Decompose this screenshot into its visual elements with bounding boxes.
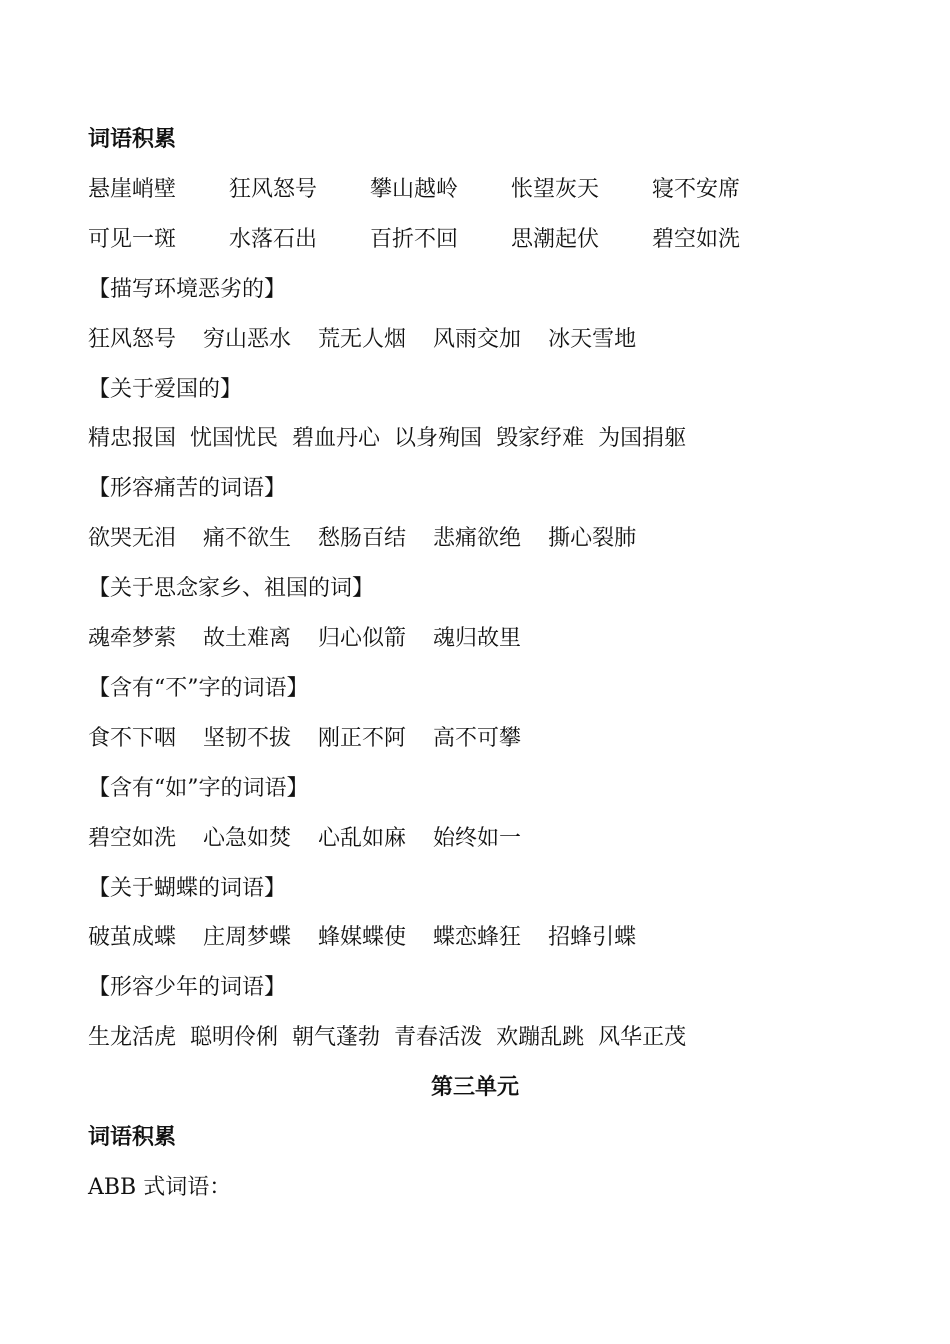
word-item: 悬崖峭壁 bbox=[88, 177, 177, 202]
word-row bbox=[88, 320, 868, 360]
category-label: 【形容痛苦的词语】 bbox=[88, 476, 287, 501]
word-item: 愁肠百结 bbox=[318, 526, 407, 551]
word-row bbox=[88, 918, 868, 958]
word-item: 忧国忧民 bbox=[190, 426, 279, 451]
word-item: 荒无人烟 bbox=[318, 327, 407, 352]
word-item: 聪明伶俐 bbox=[190, 1025, 279, 1050]
category-label: 【关于思念家乡、祖国的词】 bbox=[88, 576, 375, 601]
word-item: 生龙活虎 bbox=[88, 1025, 177, 1050]
word-row bbox=[88, 619, 868, 659]
word-item: 青春活泼 bbox=[394, 1025, 483, 1050]
word-item: 故土难离 bbox=[203, 626, 292, 651]
category-label: 【形容少年的词语】 bbox=[88, 975, 287, 1000]
word-item: 风雨交加 bbox=[433, 327, 522, 352]
word-item: 攀山越岭 bbox=[370, 177, 459, 202]
word-item: 狂风怒号 bbox=[229, 177, 318, 202]
word-item: 食不下咽 bbox=[88, 726, 177, 751]
word-item: 破茧成蝶 bbox=[88, 925, 177, 950]
word-row bbox=[88, 1018, 868, 1058]
word-item: 精忠报国 bbox=[88, 426, 177, 451]
word-item: 撕心裂肺 bbox=[548, 526, 637, 551]
word-item: 心乱如麻 bbox=[318, 826, 407, 851]
unit-title: 第三单元 bbox=[430, 1075, 519, 1100]
word-item: 招蜂引蝶 bbox=[548, 925, 637, 950]
word-item: 为国捐躯 bbox=[598, 426, 687, 451]
word-item: 蝶恋蜂狂 bbox=[433, 925, 522, 950]
word-row bbox=[88, 519, 868, 559]
word-item: 狂风怒号 bbox=[88, 327, 177, 352]
word-item: 欢蹦乱跳 bbox=[496, 1025, 585, 1050]
word-item: 可见一斑 bbox=[88, 227, 177, 252]
word-item: 高不可攀 bbox=[433, 726, 522, 751]
word-item: 百折不回 bbox=[370, 227, 459, 252]
word-item: 魂牵梦萦 bbox=[88, 626, 177, 651]
category-label: 【关于蝴蝶的词语】 bbox=[88, 876, 287, 901]
word-item: 水落石出 bbox=[229, 227, 318, 252]
category-label: 【含有“不”字的词语】 bbox=[88, 676, 309, 701]
section-heading: 词语积累 bbox=[88, 127, 177, 152]
word-item: 坚韧不拔 bbox=[203, 726, 292, 751]
word-item: 魂归故里 bbox=[433, 626, 522, 651]
word-item: 碧空如洗 bbox=[88, 826, 177, 851]
word-item: 始终如一 bbox=[433, 826, 522, 851]
word-item: 欲哭无泪 bbox=[88, 526, 177, 551]
word-row bbox=[88, 220, 868, 260]
word-item: 碧血丹心 bbox=[292, 426, 381, 451]
word-item: 庄周梦蝶 bbox=[203, 925, 292, 950]
category-label: ABB 式词语： bbox=[88, 1175, 232, 1200]
word-item: 以身殉国 bbox=[394, 426, 483, 451]
word-item: 思潮起伏 bbox=[511, 227, 600, 252]
word-item: 怅望灰天 bbox=[511, 177, 600, 202]
word-row bbox=[88, 819, 868, 859]
word-item: 穷山恶水 bbox=[203, 327, 292, 352]
word-item: 寝不安席 bbox=[652, 177, 741, 202]
word-item: 刚正不阿 bbox=[318, 726, 407, 751]
section-heading: 词语积累 bbox=[88, 1125, 177, 1150]
word-item: 碧空如洗 bbox=[652, 227, 741, 252]
word-row bbox=[88, 170, 868, 210]
word-item: 毁家纾难 bbox=[496, 426, 585, 451]
category-label: 【关于爱国的】 bbox=[88, 377, 243, 402]
word-item: 痛不欲生 bbox=[203, 526, 292, 551]
word-item: 冰天雪地 bbox=[548, 327, 637, 352]
word-item: 蜂媒蝶使 bbox=[318, 925, 407, 950]
word-item: 归心似箭 bbox=[318, 626, 407, 651]
word-row bbox=[88, 719, 868, 759]
category-label: 【描写环境恶劣的】 bbox=[88, 277, 287, 302]
word-item: 心急如焚 bbox=[203, 826, 292, 851]
word-item: 风华正茂 bbox=[598, 1025, 687, 1050]
word-item: 悲痛欲绝 bbox=[433, 526, 522, 551]
category-label: 【含有“如”字的词语】 bbox=[88, 776, 309, 801]
word-item: 朝气蓬勃 bbox=[292, 1025, 381, 1050]
word-row bbox=[88, 419, 868, 459]
